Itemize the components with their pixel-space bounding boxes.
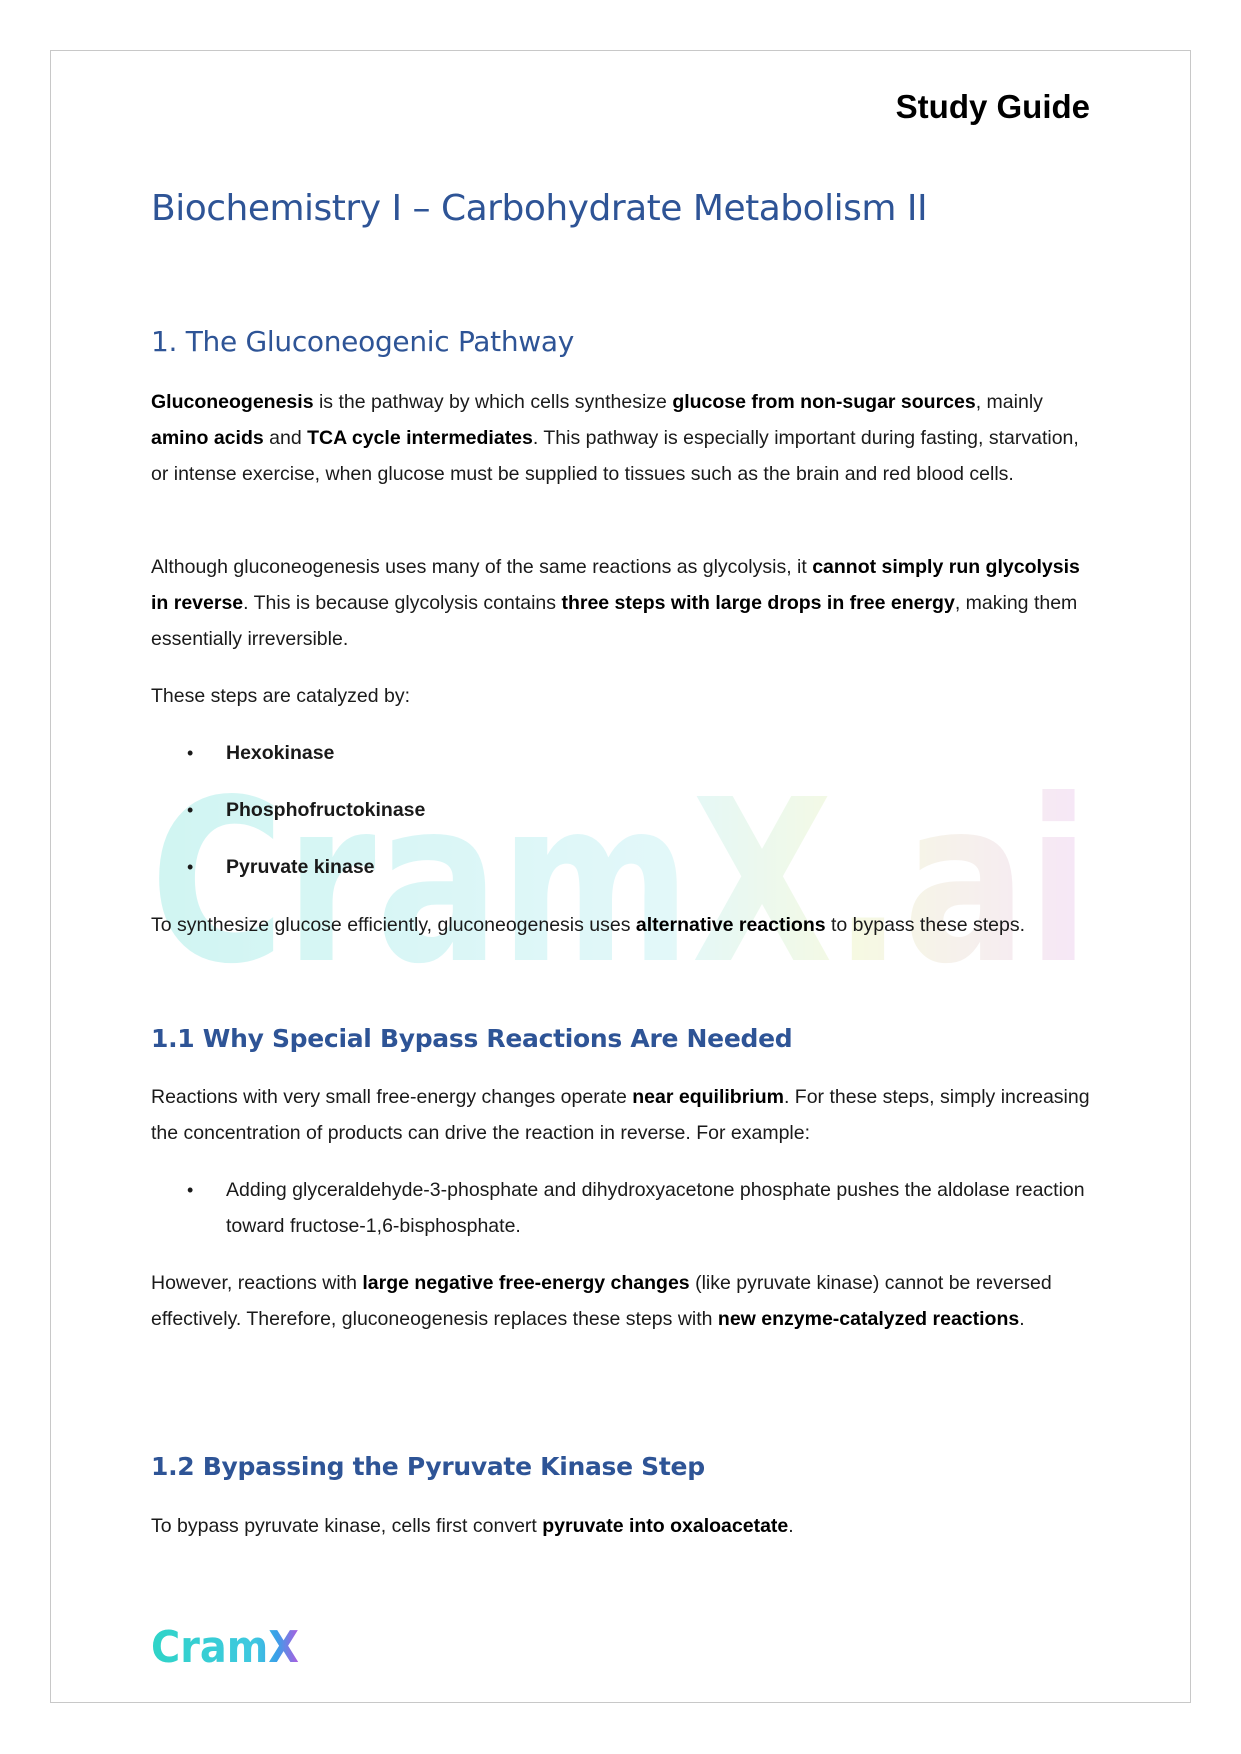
list-item: • Phosphofructokinase — [151, 792, 1096, 828]
example-list — [151, 1172, 1096, 1244]
section-1-1-paragraph-2: However, reactions with large negative free-energy changes (like pyruvate kinase) cannot be reversed effectively. Therefore, gluconeogenesis replaces these steps with new enzyme-catalyzed reactions. — [151, 1272, 1052, 1330]
enzyme-list — [151, 735, 1096, 885]
section-1-1-heading: 1.1 Why Special Bypass Reactions Are Needed — [151, 1024, 793, 1053]
document-title: Biochemistry I – Carbohydrate Metabolism II — [151, 188, 928, 229]
section-1-2-heading: 1.2 Bypassing the Pyruvate Kinase Step — [151, 1452, 705, 1481]
logo-text: CramX — [151, 1622, 300, 1672]
study-guide-label: Study Guide — [895, 88, 1090, 125]
list-item: • Pyruvate kinase — [151, 849, 1096, 885]
bullet-icon: • — [187, 743, 194, 763]
bullet-icon: • — [187, 1180, 194, 1200]
bullet-icon: • — [187, 800, 194, 820]
bullet-icon: • — [187, 857, 194, 877]
list-item: • Adding glyceraldehyde-3-phosphate and dihydroxyacetone phosphate pushes the aldolase reaction toward fructose-1,6-bisphosphate. — [151, 1172, 1096, 1244]
section-1-paragraph-2: Although gluconeogenesis uses many of the same reactions as glycolysis, it cannot simply run glycolysis in reverse. This is because glycolysis contains three steps with large drops in free energy, making them essentially irreversible. — [151, 556, 1080, 650]
list-item: • Hexokinase — [151, 735, 1096, 771]
watermark-text: CramX.ai — [150, 755, 1090, 995]
section-1-2-paragraph-1: To bypass pyruvate kinase, cells first convert pyruvate into oxaloacetate. — [151, 1515, 794, 1537]
section-1-paragraph-4: To synthesize glucose efficiently, gluconeogenesis uses alternative reactions to bypass these steps. — [151, 914, 1026, 936]
section-1-paragraph-1: Gluconeogenesis is the pathway by which cells synthesize glucose from non-sugar sources, mainly amino acids and TCA cycle intermediates. This pathway is especially important during fasting, starvation, or intense exercise, when glucose must be supplied to tissues such as the brain and red blood cells. — [151, 391, 1079, 485]
section-1-heading: 1. The Gluconeogenic Pathway — [151, 325, 575, 358]
cramx-logo — [151, 1620, 301, 1672]
section-1-paragraph-3: These steps are catalyzed by: — [151, 685, 411, 707]
section-1-1-paragraph-1: Reactions with very small free-energy changes operate near equilibrium. For these steps, simply increasing the concentration of products can drive the reaction in reverse. For example: — [151, 1086, 1090, 1144]
